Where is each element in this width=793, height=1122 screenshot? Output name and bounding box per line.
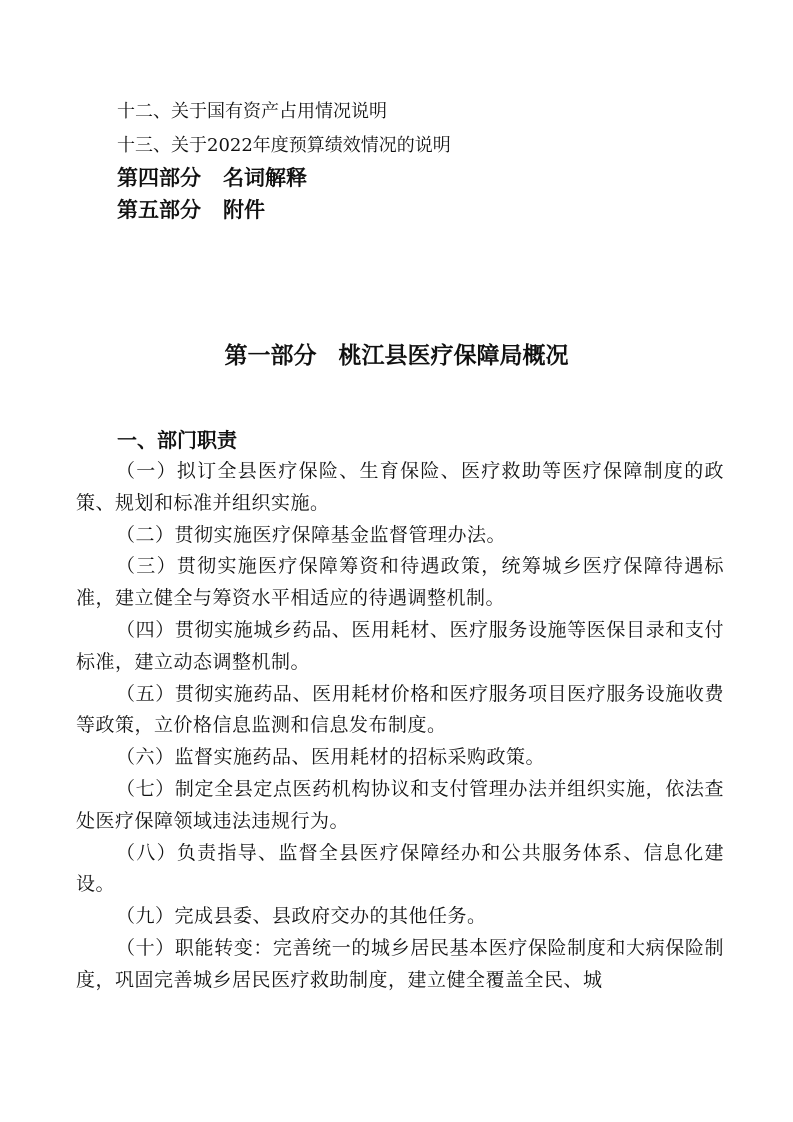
- toc-part-5-title: 附件: [223, 197, 265, 222]
- toc-part-5-label: 第五部分: [117, 197, 201, 222]
- paragraph-8: （八）负责指导、监督全县医疗保障经办和公共服务体系、信息化建设。: [76, 841, 724, 896]
- chapter-name: 桃江县医疗保障局概况: [338, 342, 569, 369]
- toc-part-4-title: 名词解释: [223, 165, 307, 190]
- toc-part-4-label: 第四部分: [117, 165, 201, 190]
- paragraph-3: （三）贯彻实施医疗保障筹资和待遇政策，统筹城乡医疗保障待遇标准，建立健全与筹资水平相适应的待遇调整机制。: [76, 555, 724, 610]
- paragraph-2: （二）贯彻实施医疗保障基金监督管理办法。: [116, 523, 507, 546]
- paragraph-10: （十）职能转变：完善统一的城乡居民基本医疗保险制度和大病保险制度，巩固完善城乡居民医疗救助制度，建立健全覆盖全民、城: [76, 936, 724, 991]
- section-heading: 一、部门职责: [117, 428, 237, 452]
- paragraph-4: （四）贯彻实施城乡药品、医用耗材、医疗服务设施等医保目录和支付标准，建立动态调整机制。: [76, 618, 724, 673]
- chapter-label: 第一部分: [224, 342, 317, 369]
- paragraph-9: （九）完成县委、县政府交办的其他任务。: [116, 905, 487, 928]
- toc-item-13: 十三、关于2022年度预算绩效情况的说明: [117, 135, 451, 156]
- chapter-title: [0, 340, 793, 372]
- paragraph-7: （七）制定全县定点医药机构协议和支付管理办法并组织实施，依法查处医疗保障领域违法违规行为。: [76, 777, 724, 832]
- toc-item-12: 十二、关于国有资产占用情况说明: [117, 101, 387, 122]
- paragraph-5: （五）贯彻实施药品、医用耗材价格和医疗服务项目医疗服务设施收费等政策，立价格信息监测和信息发布制度。: [76, 682, 724, 737]
- paragraph-6: （六）监督实施药品、医用耗材的招标采购政策。: [116, 746, 546, 769]
- toc-part-4: [117, 164, 307, 192]
- paragraph-1: （一）拟订全县医疗保险、生育保险、医疗救助等医疗保障制度的政策、规划和标准并组织实施。: [76, 460, 724, 514]
- toc-part-5: [117, 196, 265, 224]
- section-body: [76, 456, 724, 997]
